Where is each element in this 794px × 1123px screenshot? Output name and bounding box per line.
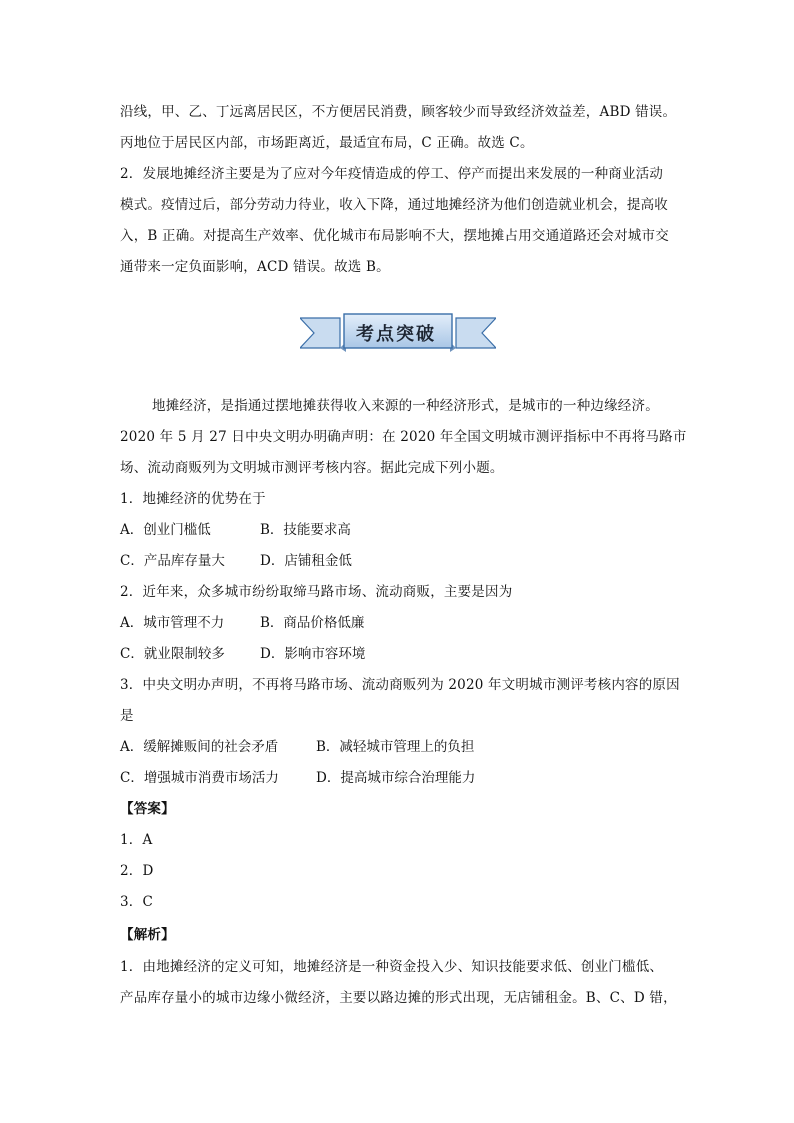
option: A．城市管理不力 [120,615,225,631]
option: C．就业限制较多 [120,646,225,662]
explanation-line: 通带来一定负面影响，ACD 错误。故选 B。 [120,259,390,275]
question-stem: 1．地摊经济的优势在于 [120,491,266,507]
option: C．增强城市消费市场活力 [120,770,279,786]
question-stem: 2．近年来，众多城市纷纷取缔马路市场、流动商贩，主要是因为 [120,584,513,600]
analysis-line: 产品库存量小的城市边缘小微经济，主要以路边摊的形式出现，无店铺租金。B、C、D 错， [120,990,677,1006]
option: A．缓解摊贩间的社会矛盾 [120,739,279,755]
passage-line: 场、流动商贩列为文明城市测评考核内容。据此完成下列小题。 [120,460,504,476]
explanation-line: 丙地位于居民区内部，市场距离近，最适宜布局，C 正确。故选 C。 [120,135,534,151]
question-stem-continued: 是 [120,708,134,724]
option: A．创业门槛低 [120,522,211,538]
option: B．减轻城市管理上的负担 [316,739,475,755]
passage-line: 地摊经济，是指通过摆地摊获得收入来源的一种经济形式，是城市的一种边缘经济。 [152,398,659,414]
analysis-heading: 【解析】 [120,927,175,943]
passage-line: 2020 年 5 月 27 日中央文明办明确声明：在 2020 年全国文明城市测评指标中不再将马路市 [120,429,687,445]
explanation-line: 沿线，甲、乙、丁远离居民区，不方便居民消费，顾客较少而导致经济效益差，ABD 错误。 [120,104,677,120]
option: B．技能要求高 [260,522,351,538]
question-stem: 3．中央文明办声明，不再将马路市场、流动商贩列为 2020 年文明城市测评考核内容的原因 [120,677,680,693]
option: D．店铺租金低 [260,553,352,569]
answer-item: 3．C [120,894,154,910]
explanation-line: 入，B 正确。对提高生产效率、优化城市布局影响不大，摆地摊占用交通道路还会对城市交 [120,228,669,244]
explanation-line: 模式。疫情过后，部分劳动力待业，收入下降，通过地摊经济为他们创造就业机会，提高收 [120,197,668,213]
answer-item: 1．A [120,832,153,848]
answer-item: 2．D [120,863,154,879]
answer-heading: 【答案】 [120,801,175,817]
analysis-line: 1．由地摊经济的定义可知，地摊经济是一种资金投入少、知识技能要求低、创业门槛低、 [120,959,664,975]
explanation-line: 2．发展地摊经济主要是为了应对今年疫情造成的停工、停产而提出来发展的一种商业活动 [120,166,664,182]
option: D．影响市容环境 [260,646,366,662]
option: B．商品价格低廉 [260,615,365,631]
option: D．提高城市综合治理能力 [316,770,476,786]
option: C．产品库存量大 [120,553,225,569]
section-banner-title: 考点突破 [356,324,436,345]
